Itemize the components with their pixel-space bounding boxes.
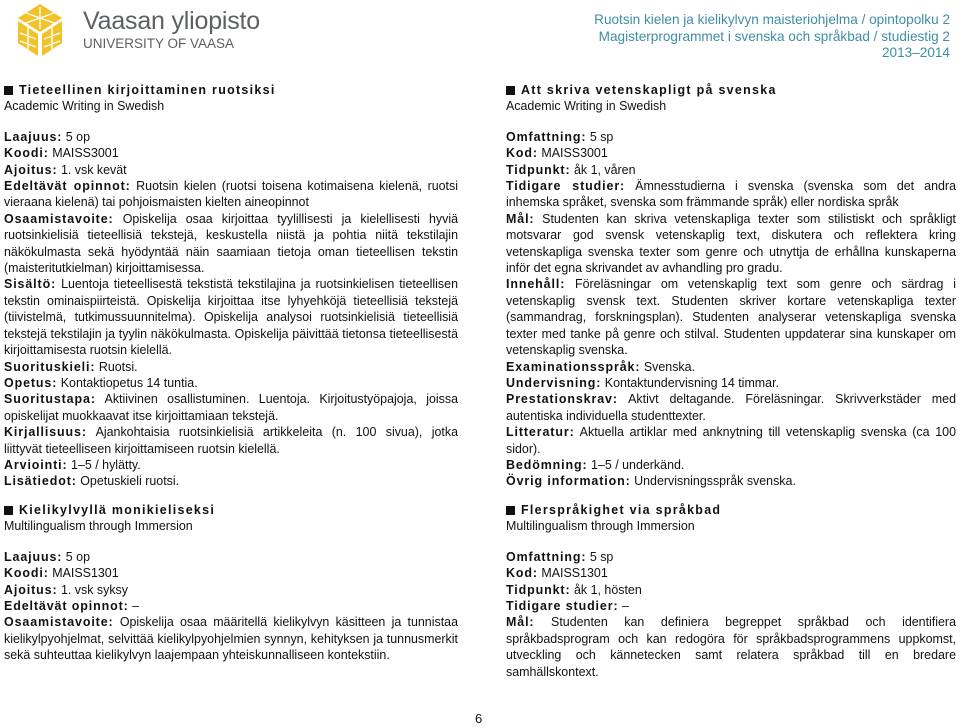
course-title xyxy=(4,502,458,518)
field-label: Bedömning: xyxy=(506,457,588,472)
field-label: Lisätiedot: xyxy=(4,474,77,489)
course-title-text: Flerspråkighet via språkbad xyxy=(521,503,722,517)
field-value: Aktuella artiklar med anknytning till vetenskaplig svenska (ca 100 sidor). xyxy=(506,425,956,456)
field-label: Kod: xyxy=(506,566,538,581)
square-bullet-icon xyxy=(506,506,515,515)
course-sv-multilingualism xyxy=(506,502,956,680)
field-label: Edeltävät opinnot: xyxy=(4,179,131,194)
field-value: Ruotsin kielen (ruotsi toisena kotimaisena kielenä, ruotsi vieraana kielenä) tai pohjoismaisten kielten aineopinnot xyxy=(4,179,458,210)
field-language xyxy=(4,359,458,375)
field-value: Ruotsi. xyxy=(95,359,138,374)
field-scope xyxy=(506,549,956,565)
field-value: Undervisningsspråk svenska. xyxy=(630,474,796,489)
course-fi-multilingualism xyxy=(4,502,458,664)
field-content xyxy=(4,276,458,358)
field-label: Koodi: xyxy=(4,146,49,161)
course-title xyxy=(506,82,956,98)
field-label: Laajuus: xyxy=(4,549,63,564)
field-value: – xyxy=(128,599,140,614)
field-label: Edeltävät opinnot: xyxy=(4,599,129,614)
field-value: Studenten kan definiera begreppet språkbad och identifiera språkbadsprogram och kan redogöra för språkbadsprogrammens uppkomst, utveckling och kännetecken samt relatera språkbad till en bredare samhällskontext. xyxy=(506,615,956,679)
field-label: Tidpunkt: xyxy=(506,582,571,597)
field-label: Kirjallisuus: xyxy=(4,425,87,440)
field-timing xyxy=(506,162,956,178)
field-learning-outcomes xyxy=(506,614,956,680)
field-content xyxy=(506,276,956,358)
field-value: 1. vsk syksy xyxy=(57,582,128,597)
square-bullet-icon xyxy=(506,86,515,95)
field-label: Ajoitus: xyxy=(4,162,58,177)
field-label: Tidigare studier: xyxy=(506,179,626,194)
course-subtitle: Multilingualism through Immersion xyxy=(506,519,695,534)
field-teaching xyxy=(506,375,956,391)
field-value: 5 op xyxy=(62,129,91,144)
field-code xyxy=(506,145,956,161)
field-value: Aktiivinen osallistuminen. Luentoja. Kirjoitustyöpajoja, joissa opiskelijat muokkaavat itse kirjoittamiaan tekstejä. xyxy=(4,392,458,423)
field-label: Omfattning: xyxy=(506,549,587,564)
field-label: Suorituskieli: xyxy=(4,359,96,374)
page-header xyxy=(0,0,960,62)
field-timing xyxy=(4,162,458,178)
field-label: Osaamistavoite: xyxy=(4,615,114,630)
field-value: Föreläsningar om vetenskaplig text som genre och särdrag i vetenskaplig svensk text. Studenten skriver kortare vetenskapliga texter (sammandrag, forskningsplan). Studenten analyserar vetenskapliga svenska texter med tanke på genre och stilval. Studenten uppdaterar sina kunskaper om vetenskaplig svenska. xyxy=(506,277,956,358)
field-label: Koodi: xyxy=(4,566,49,581)
course-subtitle: Academic Writing in Swedish xyxy=(506,99,667,114)
field-label: Examinationsspråk: xyxy=(506,359,641,374)
field-value: Luentoja tieteellisestä tekstistä tekstilajina ja ruotsinkielisen tieteellisen tekstin ominaispiirteistä. Opiskelija kirjoittaa itse lyhyehköjä tieteellisiä tekstejä (tiivistelmä, tutkimussuunnitelma). Opiskelija analysoi ruotsinkielisiä tieteellisiä tekstejä tekstilajin ja tyylin näkökulmasta. Opiskelija päivittää tietonsa tieteellisestä kirjoittamisesta ruotsin kielellä. xyxy=(4,277,458,358)
field-value: Kontaktiopetus 14 tuntia. xyxy=(57,375,198,390)
square-bullet-icon xyxy=(4,86,13,95)
field-value: 1. vsk kevät xyxy=(57,162,127,177)
field-literature xyxy=(506,424,956,457)
field-label: Omfattning: xyxy=(506,129,587,144)
field-code xyxy=(506,565,956,581)
field-value: Aktivt deltagande. Föreläsningar. Skrivverkstäder med autentiska individuella studenttexter. xyxy=(506,392,956,423)
program-title-fi: Ruotsin kielen ja kielikylvyn maisteriohjelma / opintopolku 2 xyxy=(594,12,950,27)
field-value: åk 1, våren xyxy=(570,162,636,177)
field-value: Opetuskieli ruotsi. xyxy=(76,474,180,489)
field-prerequisites xyxy=(4,598,458,614)
field-label: Laajuus: xyxy=(4,129,63,144)
field-label: Sisältö: xyxy=(4,277,57,292)
field-value: Studenten kan skriva vetenskapliga texter som stilistiskt och språkligt motsvarar god svensk vetenskaplig text, diskutera och reflektera kring vetenskapliga svenska texter som genre och utnyttja de erhållna kunskaperna inför det egna skrivandet av avhandling pro gradu. xyxy=(506,211,956,276)
course-fi-academic-writing xyxy=(4,82,458,490)
course-subtitle: Multilingualism through Immersion xyxy=(4,519,193,534)
field-value: 1–5 / hylätty. xyxy=(67,457,141,472)
field-label: Osaamistavoite: xyxy=(4,211,114,226)
field-literature xyxy=(4,424,458,457)
academic-year: 2013–2014 xyxy=(881,45,950,60)
field-value: 5 sp xyxy=(586,549,614,564)
university-logo-leaf-icon xyxy=(4,2,76,58)
field-value: 1–5 / underkänd. xyxy=(587,457,685,472)
course-title-text: Tieteellinen kirjoittaminen ruotsiksi xyxy=(19,83,276,97)
field-timing xyxy=(4,582,458,598)
field-code xyxy=(4,565,458,581)
field-value: Opiskelija osaa kirjoittaa tyylillisesti ja kielellisesti hyviä ruotsinkielisiä tieteellisiä tekstejä, keskustella niistä ja pohtia niitä tekstilajin näkökulmasta sekä hyödyntää näin saamiaan tietoja oman tieteellisen tekstin (maisteritutkielman) kirjoittamisessa. xyxy=(4,211,458,276)
square-bullet-icon xyxy=(4,506,13,515)
program-header xyxy=(594,12,950,62)
field-scope xyxy=(4,549,458,565)
field-value: 5 sp xyxy=(586,129,614,144)
field-assessment xyxy=(506,457,956,473)
course-sv-academic-writing xyxy=(506,82,956,490)
page-number: 6 xyxy=(475,711,483,726)
field-label: Prestationskrav: xyxy=(506,392,618,407)
field-label: Arviointi: xyxy=(4,457,68,472)
field-prerequisites xyxy=(4,178,458,211)
field-scope xyxy=(506,129,956,145)
field-code xyxy=(4,145,458,161)
course-title xyxy=(506,502,956,518)
field-value: MAISS1301 xyxy=(48,566,119,581)
course-title xyxy=(4,82,458,98)
field-label: Opetus: xyxy=(4,375,58,390)
field-label: Litteratur: xyxy=(506,425,575,440)
field-value: Ämnesstudierna i svenska (svenska som det andra inhemska språket, svenska som främmande språk) eller nordiska språk xyxy=(506,179,956,210)
field-label: Tidigare studier: xyxy=(506,599,619,614)
field-value: Opiskelija osaa määritellä kielikylvyn käsitteen ja tunnistaa kielikylpyohjelmat, selvittää kielikylpyohjelmien synnyn, kehityksen ja tunnusmerkit sekä suhteuttaa kielikylvyn laajempaan yhteiskunnalliseen kontekstiin. xyxy=(4,615,458,663)
program-title-sv: Magisterprogrammet i svenska och språkbad / studiestig 2 xyxy=(598,28,950,44)
field-assessment xyxy=(4,457,458,473)
field-prerequisites xyxy=(506,598,956,614)
field-label: Mål: xyxy=(506,615,535,630)
field-value: Svenska. xyxy=(640,359,696,374)
field-scope xyxy=(4,129,458,145)
logo-name-en: UNIVERSITY OF VAASA xyxy=(83,36,235,51)
course-title-text: Kielikylvyllä monikieliseksi xyxy=(19,503,216,517)
field-label: Övrig information: xyxy=(506,474,631,489)
field-language xyxy=(506,359,956,375)
field-value: MAISS1301 xyxy=(537,566,608,581)
field-learning-outcomes xyxy=(4,211,458,277)
field-value: MAISS3001 xyxy=(537,146,608,161)
field-label: Kod: xyxy=(506,146,538,161)
field-value: åk 1, hösten xyxy=(570,582,642,597)
field-teaching xyxy=(4,375,458,391)
field-value: – xyxy=(618,599,629,614)
field-completion xyxy=(4,391,458,424)
university-logo-text xyxy=(83,8,260,51)
field-prerequisites xyxy=(506,178,956,211)
field-learning-outcomes xyxy=(506,211,956,277)
field-completion xyxy=(506,391,956,424)
field-learning-outcomes xyxy=(4,614,458,663)
field-further-info xyxy=(506,473,956,489)
field-label: Tidpunkt: xyxy=(506,162,571,177)
field-value: 5 op xyxy=(62,549,91,564)
field-value: Kontaktundervisning 14 timmar. xyxy=(601,375,779,390)
field-label: Innehåll: xyxy=(506,277,566,292)
field-label: Suoritustapa: xyxy=(4,392,96,407)
logo-name-fi: Vaasan yliopisto xyxy=(83,7,261,35)
course-title-text: Att skriva vetenskapligt på svenska xyxy=(521,83,777,97)
field-further-info xyxy=(4,473,458,489)
field-value: MAISS3001 xyxy=(48,146,119,161)
field-value: Ajankohtaisia ruotsinkielisiä artikkeleita (n. 100 sivua), jotka liittyvät tieteelliseen kirjoittamiseen ruotsin kielellä. xyxy=(4,425,458,456)
field-label: Undervisning: xyxy=(506,375,602,390)
field-timing xyxy=(506,582,956,598)
course-subtitle: Academic Writing in Swedish xyxy=(4,99,165,114)
field-label: Mål: xyxy=(506,211,535,226)
field-label: Ajoitus: xyxy=(4,582,58,597)
